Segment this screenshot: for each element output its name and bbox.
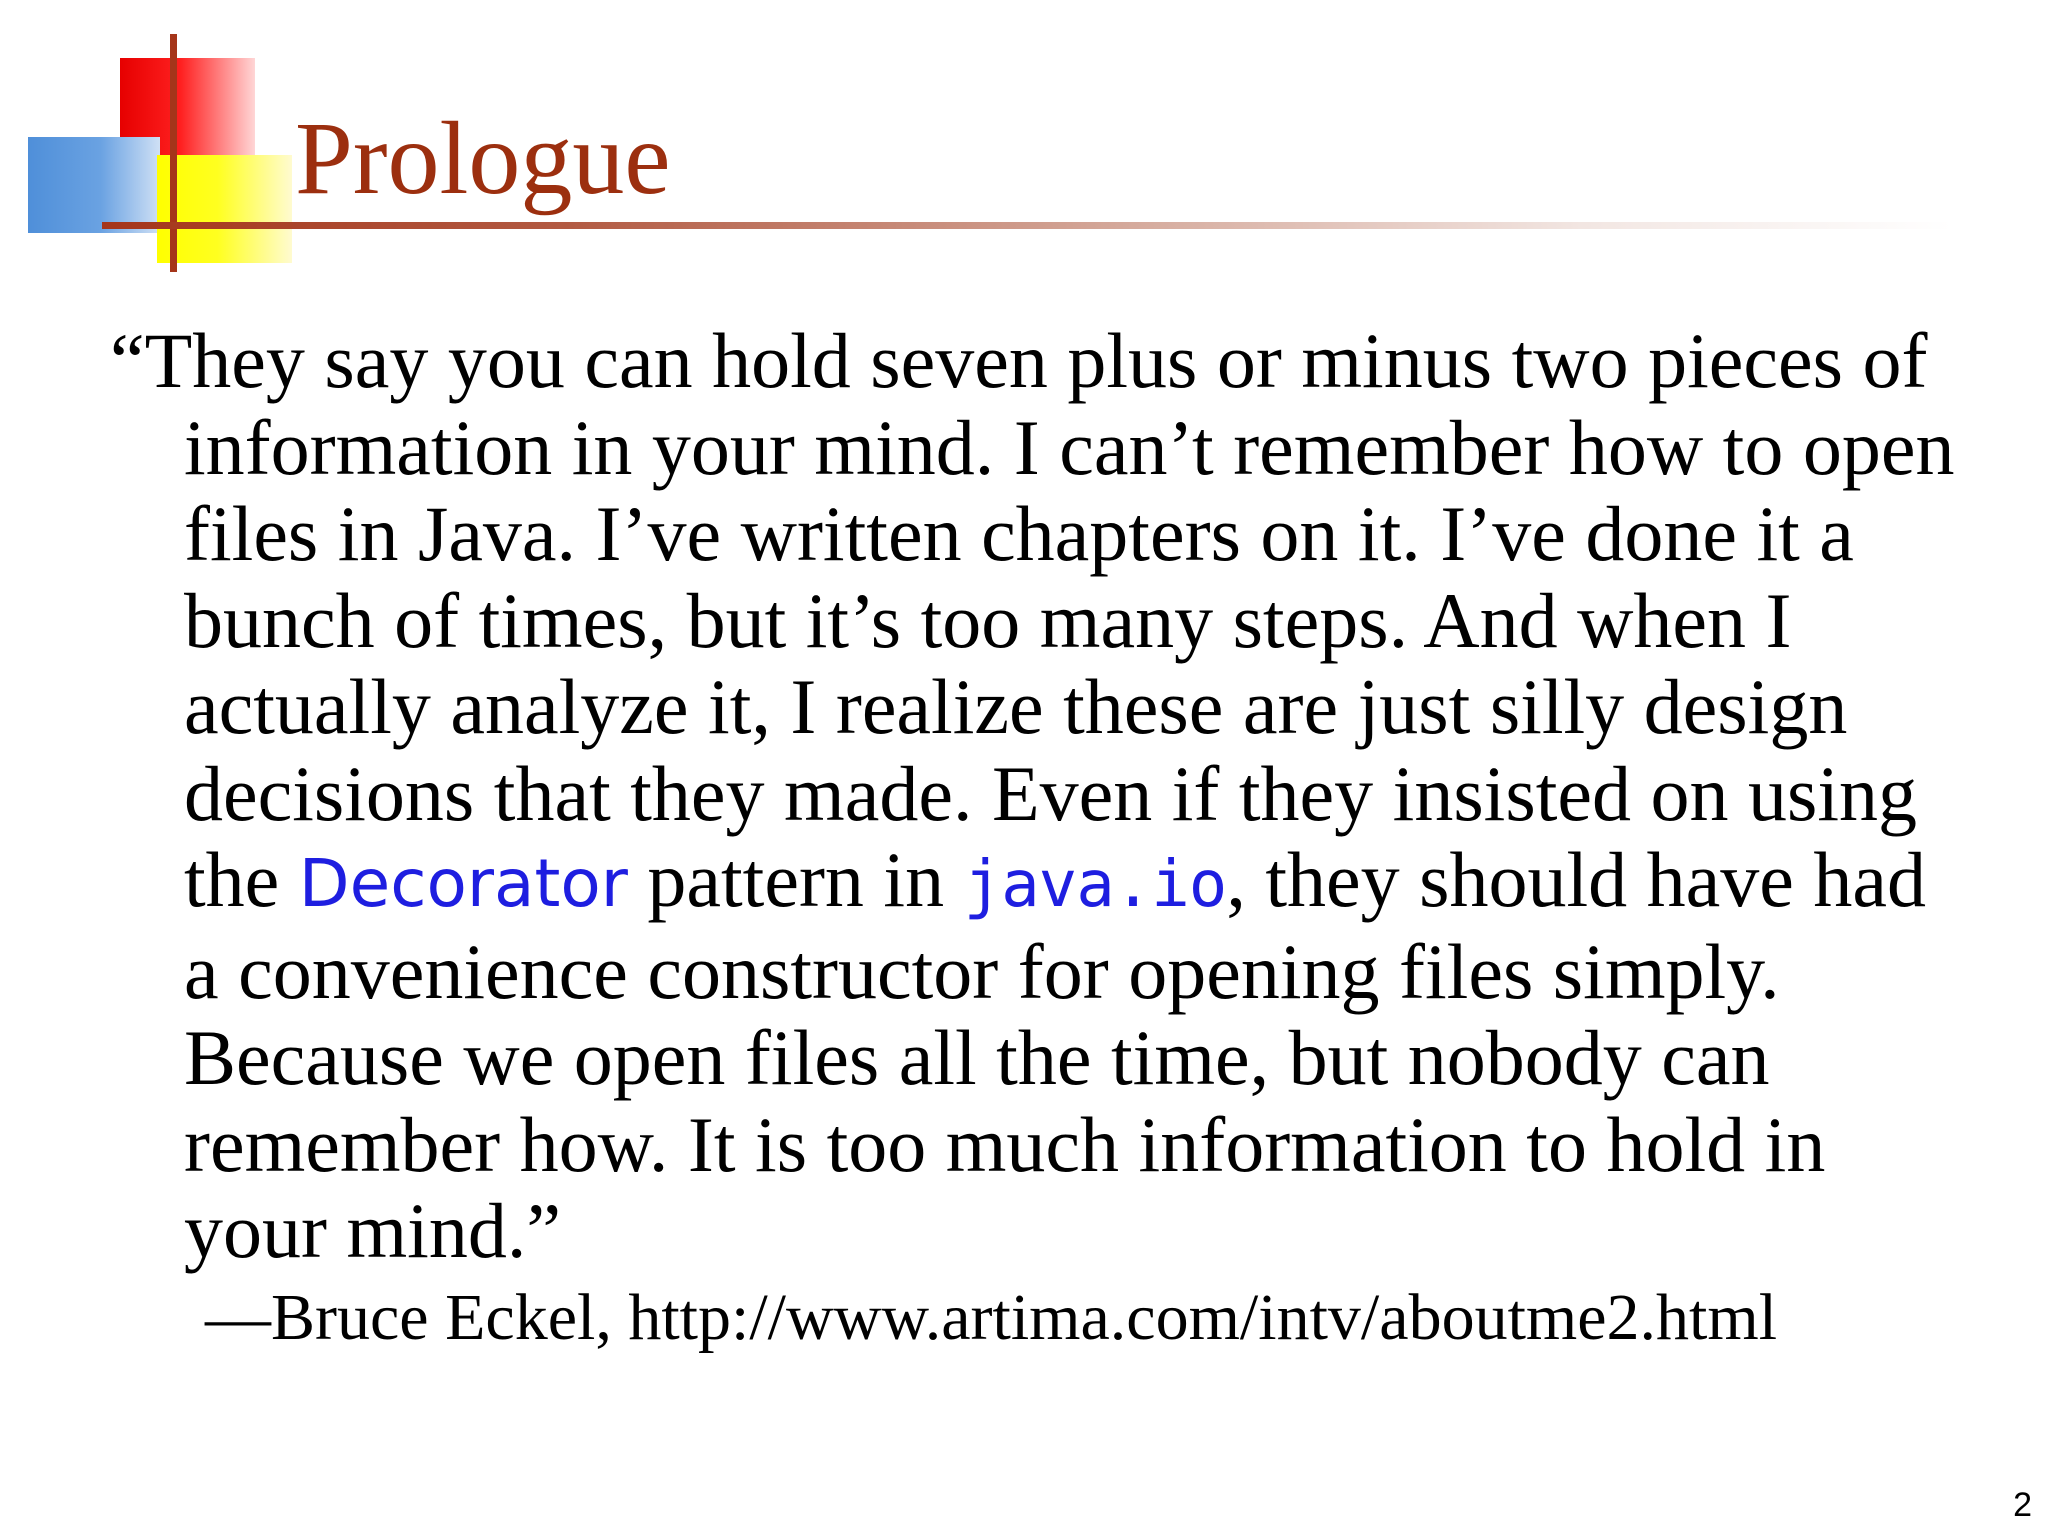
- quote-line-7-post: , they should have had: [1226, 836, 1927, 923]
- page-number: 2: [2013, 1486, 2032, 1524]
- quote-line-4: bunch of times, but it’s too many steps. And when I: [184, 576, 1792, 664]
- quote-line-1: [110, 318, 2010, 405]
- quote-block: [110, 318, 2010, 1275]
- code-term-java-io: java.io: [963, 848, 1227, 922]
- quote-line-8: a convenience constructor for opening files simply.: [184, 927, 1780, 1015]
- quote-continuation: [110, 405, 2010, 1275]
- quote-line-7-mid: pattern in: [627, 836, 964, 923]
- logo-vertical-rule: [170, 34, 177, 272]
- quote-line-11: [184, 1188, 2010, 1275]
- quote-line-5: actually analyze it, I realize these are just silly design: [184, 663, 1848, 750]
- open-quote-mark: “: [110, 317, 145, 404]
- title-underline-rule: [102, 222, 1952, 229]
- logo-yellow-block: [157, 155, 292, 263]
- quote-line-6: decisions that they made. Even if they insisted on using: [184, 749, 1918, 837]
- quote-text-line-11: your mind.: [184, 1187, 527, 1274]
- quote-line-3: files in Java. I’ve written chapters on it. I’ve done it a: [184, 490, 1854, 577]
- quote-line-10: remember how. It is too much information to hold in: [184, 1100, 1826, 1188]
- quote-line-9: Because we open files all the time, but nobody can: [184, 1014, 1770, 1101]
- quote-attribution: —Bruce Eckel, http://www.artima.com/intv/aboutme2.html: [205, 1281, 1778, 1354]
- code-term-decorator: Decorator: [298, 845, 628, 922]
- quote-line-7: [184, 837, 2010, 929]
- close-quote-mark: ”: [526, 1187, 561, 1274]
- quote-line-7-pre: the: [184, 836, 299, 923]
- logo-blue-block: [28, 137, 160, 233]
- quote-text-line-1: They say you can hold seven plus or minus two pieces of: [144, 317, 1928, 404]
- quote-line-2: information in your mind. I can’t remember how to open: [184, 403, 1955, 491]
- slide-title: Prologue: [295, 101, 671, 216]
